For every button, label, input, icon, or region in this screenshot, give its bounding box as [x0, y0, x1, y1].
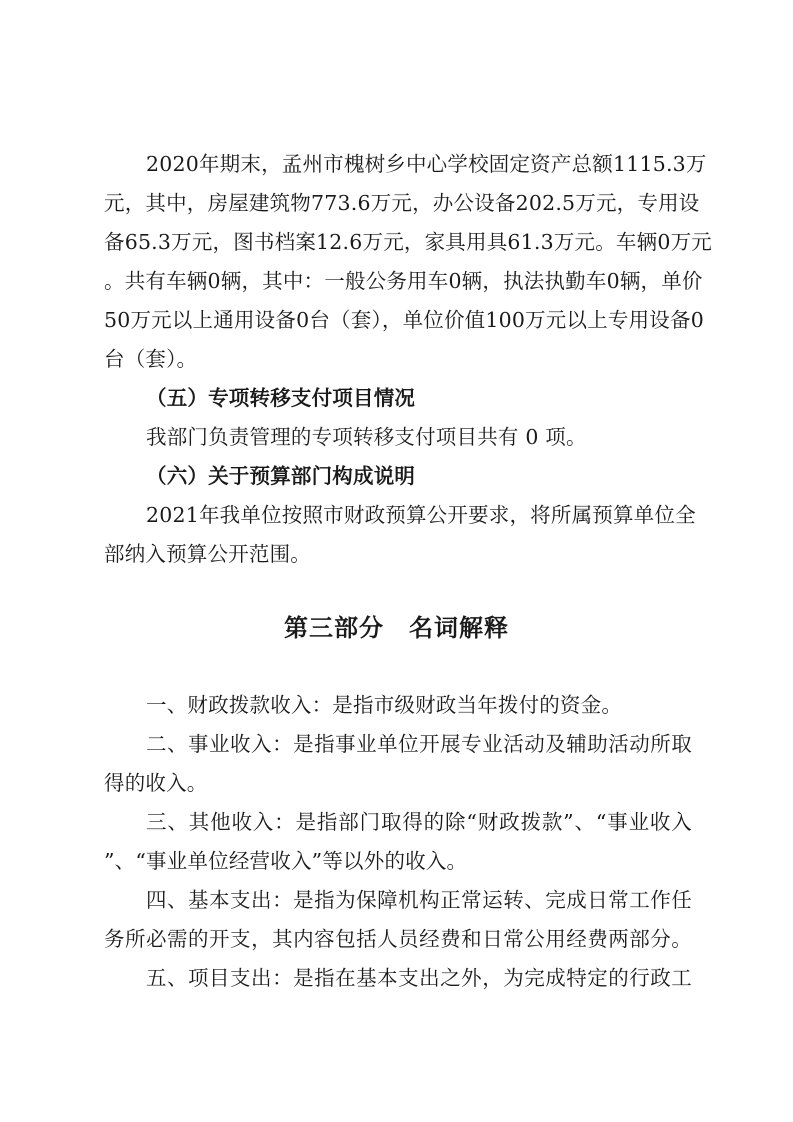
- assets-paragraph-line-5: 50万元以上通用设备0台（套），单位价值100万元以上专用设备0: [104, 308, 704, 332]
- definition-3-line-2: ”、“事业单位经营收入”等以外的收入。: [104, 849, 468, 873]
- heading-five: （五）专项转移支付项目情况: [146, 386, 416, 410]
- heading-six: （六）关于预算部门构成说明: [146, 464, 416, 488]
- assets-paragraph-line-6: 台（套）。: [104, 347, 198, 371]
- definition-4-line-2: 务所必需的开支，其内容包括人员经费和日常公用经费两部分。: [104, 927, 692, 951]
- budget-paragraph-line-1: 2021年我单位按照市财政预算公开要求，将所属预算单位全: [146, 503, 696, 527]
- transfer-paragraph: 我部门负责管理的专项转移支付项目共有 0 项。: [146, 425, 587, 449]
- assets-paragraph-line-1: 2020年期末，孟州市槐树乡中心学校固定资产总额1115.3万: [146, 152, 707, 176]
- definition-4-line-1: 四、基本支出：是指为保障机构正常运转、完成日常工作任: [146, 888, 692, 912]
- definition-2-line-1: 二、事业收入：是指事业单位开展专业活动及辅助活动所取: [146, 732, 692, 756]
- definition-3-line-1: 三、其他收入：是指部门取得的除“财政拨款”、“事业收入: [146, 810, 692, 834]
- budget-paragraph-line-2: 部纳入预算公开范围。: [104, 542, 311, 566]
- assets-paragraph-line-2: 元，其中，房屋建筑物773.6万元，办公设备202.5万元，专用设: [104, 191, 700, 215]
- definition-1-line-1: 一、财政拨款收入：是指市级财政当年拨付的资金。: [146, 693, 623, 717]
- definition-5-line-1: 五、项目支出：是指在基本支出之外，为完成特定的行政工: [146, 966, 692, 990]
- assets-paragraph-line-4: 。共有车辆0辆，其中：一般公务用车0辆，执法执勤车0辆，单价: [104, 269, 703, 293]
- definition-2-line-2: 得的收入。: [104, 771, 208, 795]
- section-title: 第三部分 名词解释: [284, 614, 509, 642]
- assets-paragraph-line-3: 备65.3万元，图书档案12.6万元，家具用具61.3万元。车辆0万元: [104, 230, 712, 254]
